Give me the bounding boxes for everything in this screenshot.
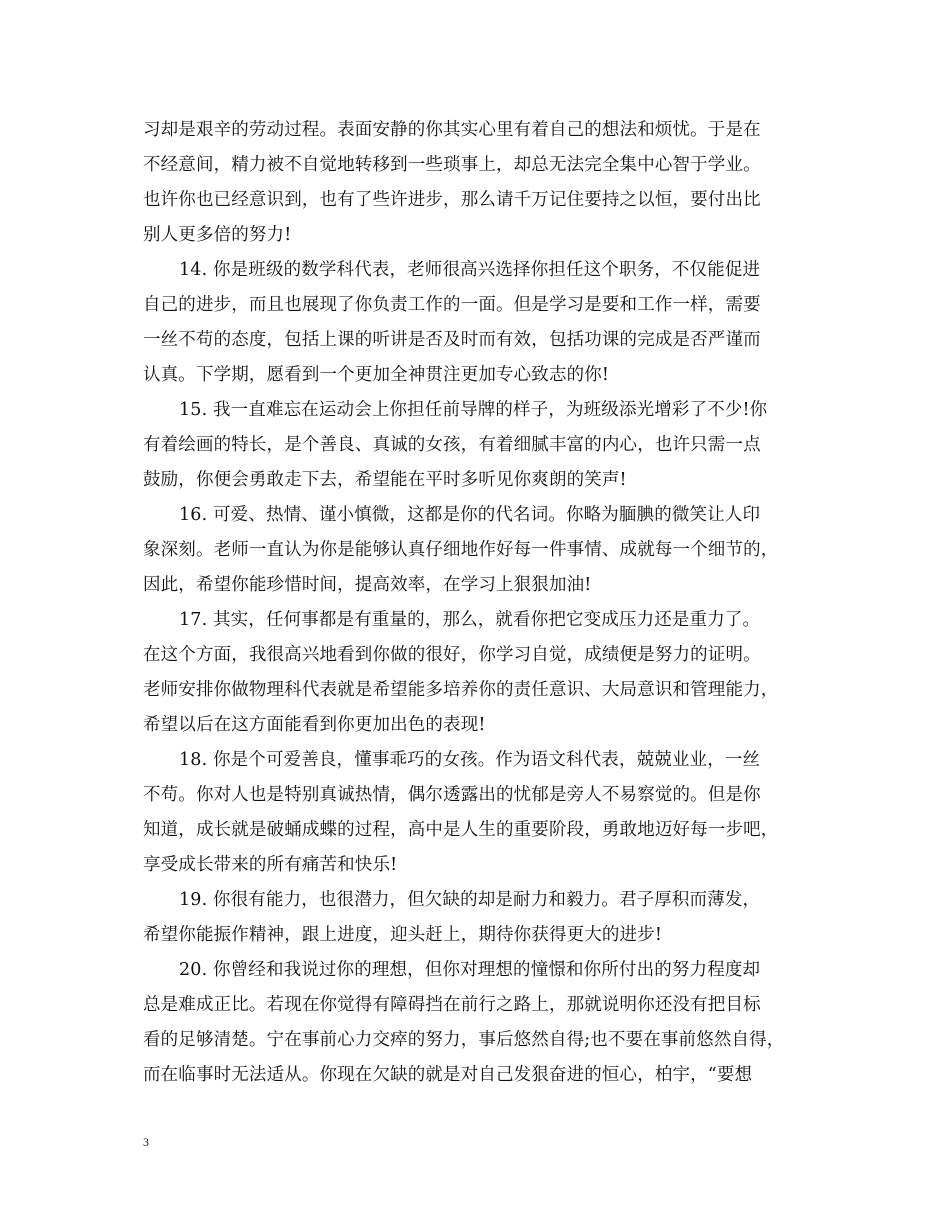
text-line: 老师安排你做物理科代表就是希望能多培养你的责任意识、大局意识和管理能力， bbox=[143, 680, 779, 700]
paragraph-first-line: 19. 你很有能力，也很潜力，但欠缺的却是耐力和毅力。君子厚积而薄发， bbox=[179, 890, 761, 910]
paragraph-first-line: 18. 你是个可爱善良，懂事乖巧的女孩。作为语文科代表，兢兢业业，一丝 bbox=[179, 750, 761, 770]
text-line: 也许你也已经意识到，也有了些许进步，那么请千万记住要持之以恒，要付出比 bbox=[143, 190, 761, 210]
text-line: 在这个方面，我很高兴地看到你做的很好，你学习自觉，成绩便是努力的证明。 bbox=[143, 645, 761, 665]
paragraph-first-line: 16. 可爱、热情、谨小慎微，这都是你的代名词。你略为腼腆的微笑让人印 bbox=[179, 505, 761, 525]
text-line: 希望你能振作精神，跟上进度，迎头赶上，期待你获得更大的进步! bbox=[143, 925, 663, 945]
text-line: 看的足够清楚。宁在事前心力交瘁的努力，事后悠然自得;也不要在事前悠然自得， bbox=[143, 1030, 785, 1050]
text-line: 不苟。你对人也是特别真诚热情，偶尔透露出的忧郁是旁人不易察觉的。但是你 bbox=[143, 785, 761, 805]
text-line: 因此，希望你能珍惜时间，提高效率，在学习上狠狠加油! bbox=[143, 575, 592, 595]
paragraph-first-line: 15. 我一直难忘在运动会上你担任前导牌的样子，为班级添光增彩了不少!你 bbox=[179, 400, 768, 420]
text-line: 鼓励，你便会勇敢走下去，希望能在平时多听见你爽朗的笑声! bbox=[143, 470, 627, 490]
text-line: 一丝不苟的态度，包括上课的听讲是否及时而有效，包括功课的完成是否严谨而 bbox=[143, 330, 761, 350]
text-line: 自己的进步，而且也展现了你负责工作的一面。但是学习是要和工作一样，需要 bbox=[143, 295, 761, 315]
text-line: 享受成长带来的所有痛苦和快乐! bbox=[143, 855, 398, 875]
text-line: 希望以后在这方面能看到你更加出色的表现! bbox=[143, 715, 486, 735]
text-line: 有着绘画的特长，是个善良、真诚的女孩，有着细腻丰富的内心，也许只需一点 bbox=[143, 435, 761, 455]
text-line: 知道，成长就是破蛹成蝶的过程，高中是人生的重要阶段，勇敢地迈好每一步吧， bbox=[143, 820, 779, 840]
text-line: 象深刻。老师一直认为你是能够认真仔细地作好每一件事情、成就每一个细节的， bbox=[143, 540, 779, 560]
text-line: 而在临事时无法适从。你现在欠缺的就是对自己发狠奋进的恒心，柏宇，“要想 bbox=[143, 1065, 753, 1085]
text-line: 认真。下学期，愿看到一个更加全神贯注更加专心致志的你! bbox=[143, 365, 610, 385]
text-line: 不经意间，精力被不自觉地转移到一些琐事上，却总无法完全集中心智于学业。 bbox=[143, 155, 761, 175]
paragraph-first-line: 14. 你是班级的数学科代表，老师很高兴选择你担任这个职务，不仅能促进 bbox=[179, 260, 761, 280]
text-line: 别人更多倍的努力! bbox=[143, 225, 292, 245]
document-body bbox=[143, 117, 823, 1097]
text-line: 习却是艰辛的劳动过程。表面安静的你其实心里有着自己的想法和烦忧。于是在 bbox=[143, 120, 761, 140]
text-line: 总是难成正比。若现在你觉得有障碍挡在前行之路上，那就说明你还没有把目标 bbox=[143, 995, 761, 1015]
page-number: 3 bbox=[143, 1135, 149, 1149]
paragraph-first-line: 17. 其实，任何事都是有重量的，那么，就看你把它变成压力还是重力了。 bbox=[179, 610, 761, 630]
paragraph-first-line: 20. 你曾经和我说过你的理想，但你对理想的憧憬和你所付出的努力程度却 bbox=[179, 960, 761, 980]
